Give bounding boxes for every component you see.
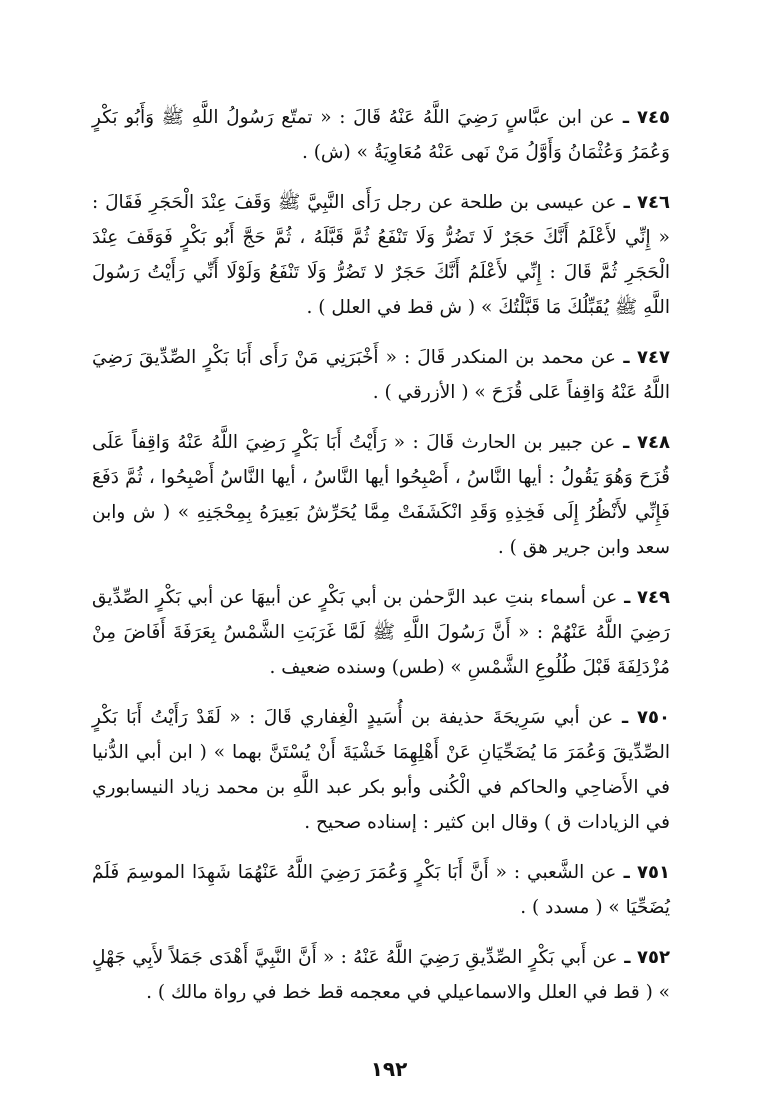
hadith-number: ٧٥١ <box>637 862 670 883</box>
page-number: ١٩٢ <box>370 1057 408 1081</box>
hadith-text: عن أَبي بَكْرٍ الصِّدِّيقِ رَضِيَ اللَّهُ عَنْهُ : « أَنَّ النَّبِيَّ أَهْدَى جَمَلاً لأَبِي جَهْلٍ » ( قط في العلل والاسماعيلي في معجمه قط خط في رواة مالك ) . <box>92 947 670 1003</box>
entry-dash: ـ <box>615 347 638 368</box>
page-body <box>92 100 670 1025</box>
entry-dash: ـ <box>614 107 638 128</box>
hadith-text: عن الشَّعبي : « أَنَّ أَبَا بَكْرٍ وَعُمَرَ رَضِيَ اللَّهُ عَنْهُمَا شَهِدَا الموسِمَ فَلَمْ يُضَحِّيَا » ( مسدد ) . <box>92 862 670 918</box>
entry-dash: ـ <box>617 947 638 968</box>
hadith-number: ٧٥٠ <box>637 707 670 728</box>
hadith-number: ٧٤٩ <box>637 587 670 608</box>
hadith-entry-746 <box>92 185 670 325</box>
hadith-text: عن أبي سَرِيحَةَ حذيفة بن أُسَيدٍ الْغِفاري قَالَ : « لَقَدْ رَأَيْتُ أَبَا بَكْرٍ الصِّدِّيقَ وَعُمَرَ مَا يُضَحِّيَانِ عَنْ أَهْلِهِمَا خَشْيَةَ أَنْ يُسْتَنَّ بهما » ( ابن أبي الدُّنيا في الأَضاحِي والحاكم في الْكُنى وأبو بكر عبد اللَّهِ بن محمد زياد النيسابوري في الزيادات ق ) وقال ابن كثير : إسناده صحيح . <box>92 707 670 833</box>
hadith-text: عن ابن عبَّاسٍ رَضِيَ اللَّهُ عَنْهُ قَالَ : « تمتّع رَسُولُ اللَّهِ ﷺ وَأَبُو بَكْرٍ وَعُمَرُ وَعُثْمَانُ وَأَوَّلُ مَنْ نَهى عَنْهُ مُعَاوِيَةُ » (ش) . <box>92 107 670 163</box>
hadith-entry-745 <box>92 100 670 170</box>
hadith-number: ٧٥٢ <box>637 947 671 968</box>
hadith-text: عن محمد بن المنكدر قَالَ : « أَخْبَرَنِي مَنْ رَأَى أَبَا بَكْرٍ الصِّدِّيقَ رَضِيَ اللَّهُ عَنْهُ وَاقِفاً عَلى قُزَحَ » ( الأزرقي ) . <box>92 347 670 403</box>
entry-dash: ـ <box>616 192 638 213</box>
hadith-text: عن أسماء بنتِ عبد الرَّحمٰن بن أبي بَكْرٍ عن أبيهَا عن أبي بَكْرٍ الصِّدِّيق رَضِيَ اللَّهُ عَنْهُمْ : « أَنَّ رَسُولَ اللَّهِ ﷺ لَمَّا غَرَبَتِ الشَّمْسُ بِعَرَفَةَ أَفَاضَ مِنْ مُزْدَلِفَةَ قَبْلَ طُلُوعِ الشَّمْسِ » (طس) وسنده ضعيف . <box>92 587 670 678</box>
entry-dash: ـ <box>615 432 638 453</box>
hadith-text: عن جبير بن الحارث قَالَ : « رَأَيْتُ أَبَا بَكْرٍ رَضِيَ اللَّهُ عَنْهُ وَاقِفاً عَلَى قُزَحَ وَهُوَ يَقُولُ : أيها النَّاسُ ، أَصْبِحُوا أيها النَّاسُ ، أيها النَّاسُ أَصْبِحُوا ، ثُمَّ دَفَعَ فَإِنِّي لأَنْظُرُ إِلَى فَخِذِهِ وَقَدِ انْكَشَفَتْ مِمَّا يُحَرِّشُ بَعِيرَهُ بِمِحْجَنِهِ » ( ش وابن سعد وابن جرير هق ) . <box>92 432 670 558</box>
hadith-number: ٧٤٨ <box>637 432 670 453</box>
entry-dash: ـ <box>617 587 638 608</box>
hadith-entry-750 <box>92 700 670 840</box>
hadith-entry-748 <box>92 425 670 565</box>
hadith-text: عن عيسى بن طلحة عن رجل رَأَى النَّبِيَّ ﷺ وَقَفَ عِنْدَ الْحَجَرِ فَقَالَ : « إِنِّي لأَعْلَمُ أَنَّكَ حَجَرٌ لَا تَضُرُّ وَلَا تَنْفَعُ ثُمَّ قَبَّلَهُ ، ثُمَّ حَجَّ أَبُو بَكْرٍ فَوَقَفَ عِنْدَ الْحَجَرِ ثُمَّ قَالَ : إِنِّي لأَعْلَمُ أَنَّكَ حَجَرٌ لا تَضُرُّ وَلَا تَنْفَعُ وَلَوْلَا أَنِّي رَأَيْتُ رَسُولَ اللَّهِ ﷺ يُقَبِّلُكَ مَا قَبَّلْتُكَ » ( ش قط في العلل ) . <box>92 192 670 318</box>
hadith-number: ٧٤٦ <box>637 192 670 213</box>
entry-dash: ـ <box>613 707 638 728</box>
hadith-entry-751 <box>92 855 670 925</box>
hadith-entry-752 <box>92 940 670 1010</box>
entry-dash: ـ <box>616 862 638 883</box>
hadith-entry-749 <box>92 580 670 685</box>
hadith-number: ٧٤٥ <box>637 107 670 128</box>
hadith-number: ٧٤٧ <box>637 347 670 368</box>
hadith-entry-747 <box>92 340 670 410</box>
